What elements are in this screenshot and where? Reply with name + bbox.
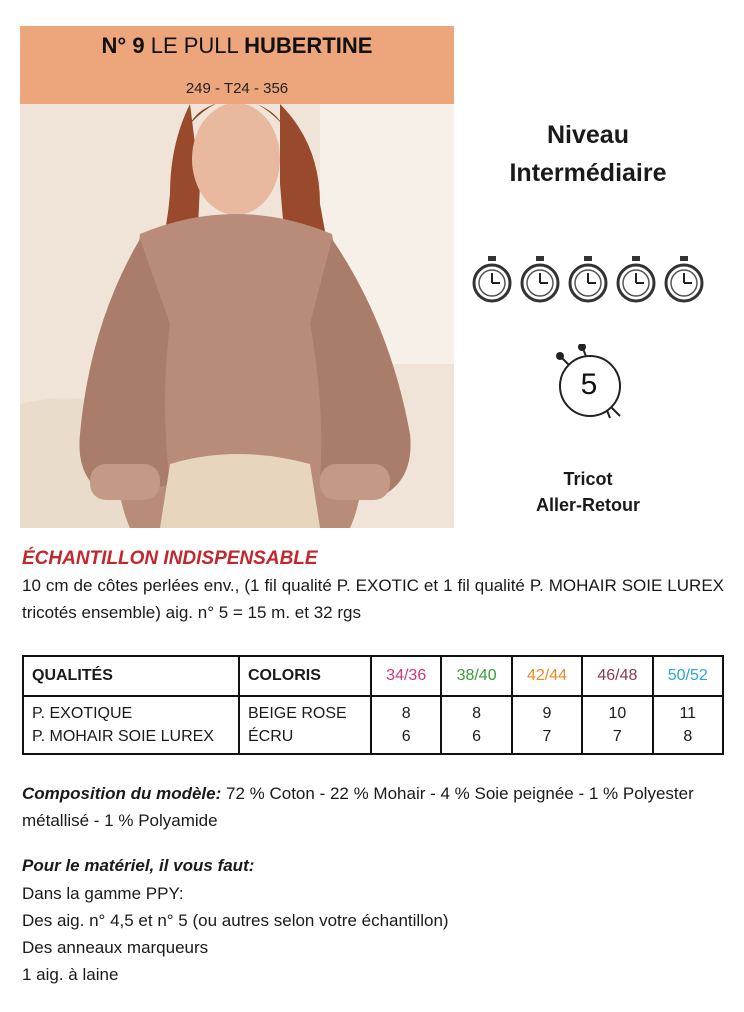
composition-text: 72 % Coton - 22 % Mohair - 4 % Soie peignée - 1 % Polyester métallisé - 1 % Polyamide	[22, 784, 694, 830]
materials-list	[22, 880, 449, 988]
gauge-title: ÉCHANTILLON INDISPENSABLE	[22, 548, 318, 569]
pattern-prefix: LE PULL	[150, 33, 238, 58]
level-label: Niveau	[547, 121, 629, 149]
materials-title: Pour le matériel, il vous faut:	[22, 856, 255, 875]
quantity-cell	[582, 696, 652, 754]
quantity-value: 9	[542, 705, 552, 722]
stopwatch-icon	[614, 254, 658, 306]
quantity-value: 6	[401, 728, 411, 745]
qualite-2: P. MOHAIR SOIE LUREX	[32, 728, 214, 745]
coloris-2: ÉCRU	[248, 728, 294, 745]
quantity-cell	[653, 696, 723, 754]
table-row	[23, 696, 723, 754]
table-header-row	[23, 656, 723, 696]
pattern-number: N° 9	[101, 33, 145, 58]
stopwatch-icon	[566, 254, 610, 306]
level-value: Intermédiaire	[509, 159, 667, 187]
qualite-1: P. EXOTIQUE	[32, 705, 133, 722]
header-coloris: COLORIS	[239, 656, 371, 696]
size-header: 50/52	[653, 656, 723, 696]
knitting-needles-icon	[552, 344, 628, 424]
model-photo	[20, 104, 454, 528]
needle-size: 5	[580, 368, 598, 401]
stopwatch-icon	[470, 254, 514, 306]
quantity-value: 8	[472, 705, 482, 722]
materials-line: Des aig. n° 4,5 et n° 5 (ou autres selon votre échantillon)	[22, 911, 449, 930]
materials-line: Dans la gamme PPY:	[22, 884, 184, 903]
pattern-title	[20, 32, 454, 60]
quantity-value: 11	[679, 705, 697, 722]
composition-label: Composition du modèle:	[22, 784, 222, 803]
quantity-value: 7	[542, 728, 552, 745]
stopwatch-icon	[662, 254, 706, 306]
quantity-value: 6	[472, 728, 482, 745]
technique	[470, 466, 706, 518]
qualites-cell	[23, 696, 239, 754]
quantity-value: 10	[608, 705, 627, 722]
technique-line1: Tricot	[563, 469, 613, 489]
title-banner	[20, 26, 454, 104]
materials-line: Des anneaux marqueurs	[22, 938, 209, 957]
pattern-reference: 249 - T24 - 356	[185, 80, 289, 97]
coloris-cell	[239, 696, 371, 754]
technique-line2: Aller-Retour	[535, 495, 640, 515]
composition	[22, 780, 724, 834]
size-header: 38/40	[441, 656, 511, 696]
yarn-table	[22, 655, 724, 755]
size-header: 46/48	[582, 656, 652, 696]
quantity-cell	[512, 696, 582, 754]
pattern-name: HUBERTINE	[244, 33, 373, 58]
difficulty-timers	[470, 254, 706, 306]
quantity-value: 8	[683, 728, 693, 745]
quantity-cell	[441, 696, 511, 754]
materials-line: 1 aig. à laine	[22, 965, 119, 984]
quantity-cell	[371, 696, 441, 754]
gauge-text: 10 cm de côtes perlées env., (1 fil qualité P. EXOTIC et 1 fil qualité P. MOHAIR SOIE LUREX tricotés ensemble) aig. n° 5 = 15 m. et 32 rgs	[22, 576, 724, 622]
header-qualites: QUALITÉS	[23, 656, 239, 696]
size-header: 34/36	[371, 656, 441, 696]
size-header: 42/44	[512, 656, 582, 696]
coloris-1: BEIGE ROSE	[248, 705, 347, 722]
quantity-value: 8	[401, 705, 411, 722]
stopwatch-icon	[518, 254, 562, 306]
level-title	[470, 116, 706, 192]
quantity-value: 7	[612, 728, 622, 745]
